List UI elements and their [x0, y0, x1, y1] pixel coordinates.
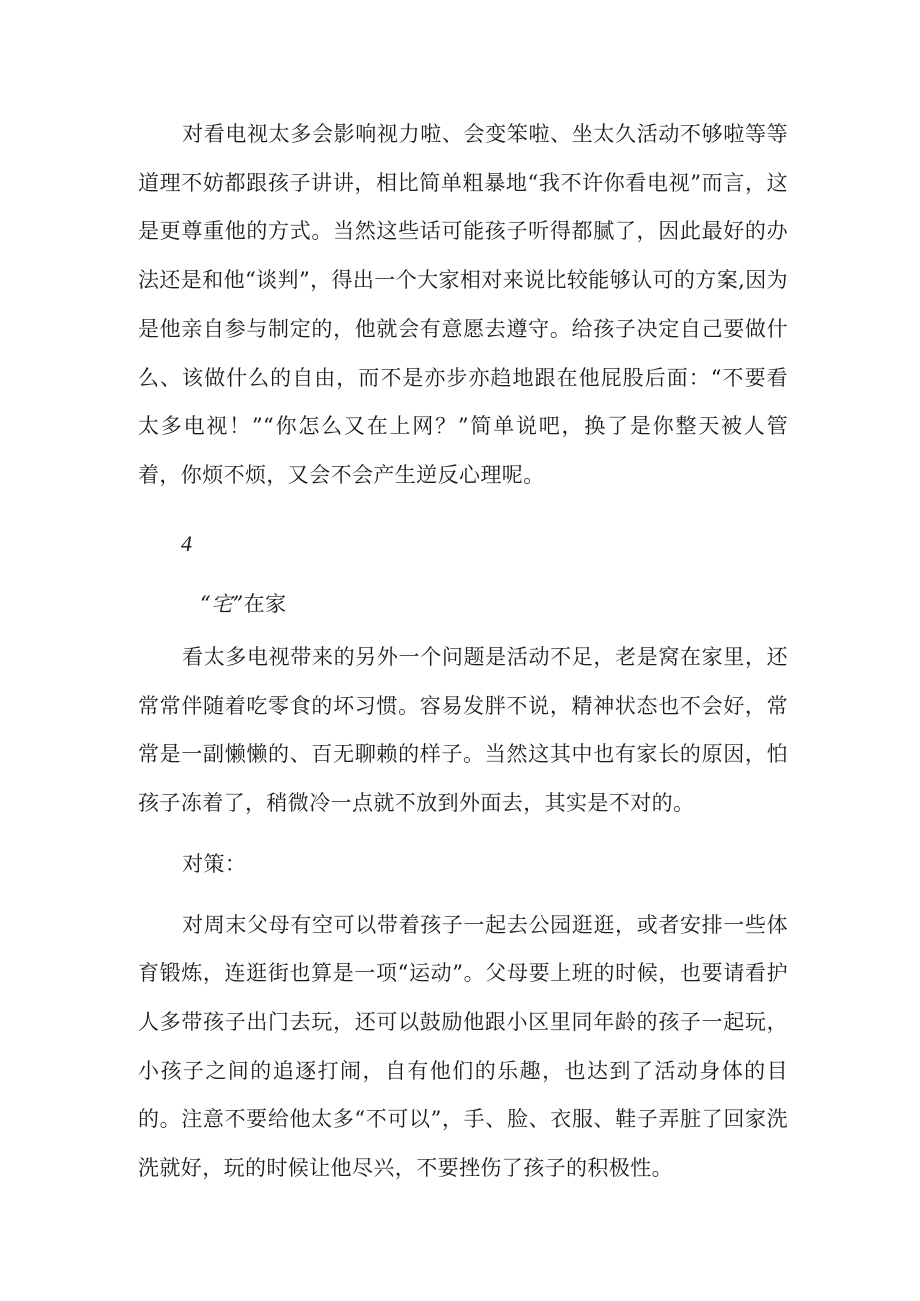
section-title-quoted: “宅” [200, 592, 244, 617]
section-title [200, 580, 788, 629]
paragraph-countermeasure-label: 对策： [182, 851, 247, 876]
section-title-rest: 在家 [243, 592, 287, 617]
section-number: 4 [181, 530, 193, 556]
paragraph-inactivity: 看太多电视带来的另外一个问题是活动不足，老是窝在家里，还常常伴随着吃零食的坏习惯。容易发胖不说，精神状态也不会好，常常是一副懒懒的、百无聊赖的样子。当然这其中也有家长的原因，怕孩子冻着了，稍微冷一点就不放到外面去，其实是不对的。 [138, 645, 788, 816]
paragraph-tv-negotiation: 对看电视太多会影响视力啦、会变笨啦、坐太久活动不够啦等等道理不妨都跟孩子讲讲，相比简单粗暴地“我不许你看电视”而言，这是更尊重他的方式。当然这些话可能孩子听得都腻了，因此最好的办法还是和他“谈判”，得出一个大家相对来说比较能够认可的方案,因为是他亲自参与制定的，他就会有意愿去遵守。给孩子决定自己要做什么、该做什么的自由，而不是亦步亦趋地跟在他屁股后面：“不要看太多电视！”“你怎么又在上网？”简单说吧，换了是你整天被人管着，你烦不烦，又会不会产生逆反心理呢。 [138, 122, 788, 487]
paragraph-countermeasure: 对周末父母有空可以带着孩子一起去公园逛逛，或者安排一些体育锻炼，连逛街也算是一项“运动”。父母要上班的时候，也要请看护人多带孩子出门去玩，还可以鼓励他跟小区里同年龄的孩子一起玩，小孩子之间的追逐打闹，自有他们的乐趣，也达到了活动身体的目的。注意不要给他太多“不可以”，手、脸、衣服、鞋子弄脏了回家洗洗就好，玩的时候让他尽兴，不要挫伤了孩子的积极性。 [138, 912, 788, 1181]
document-body [138, 110, 788, 1193]
